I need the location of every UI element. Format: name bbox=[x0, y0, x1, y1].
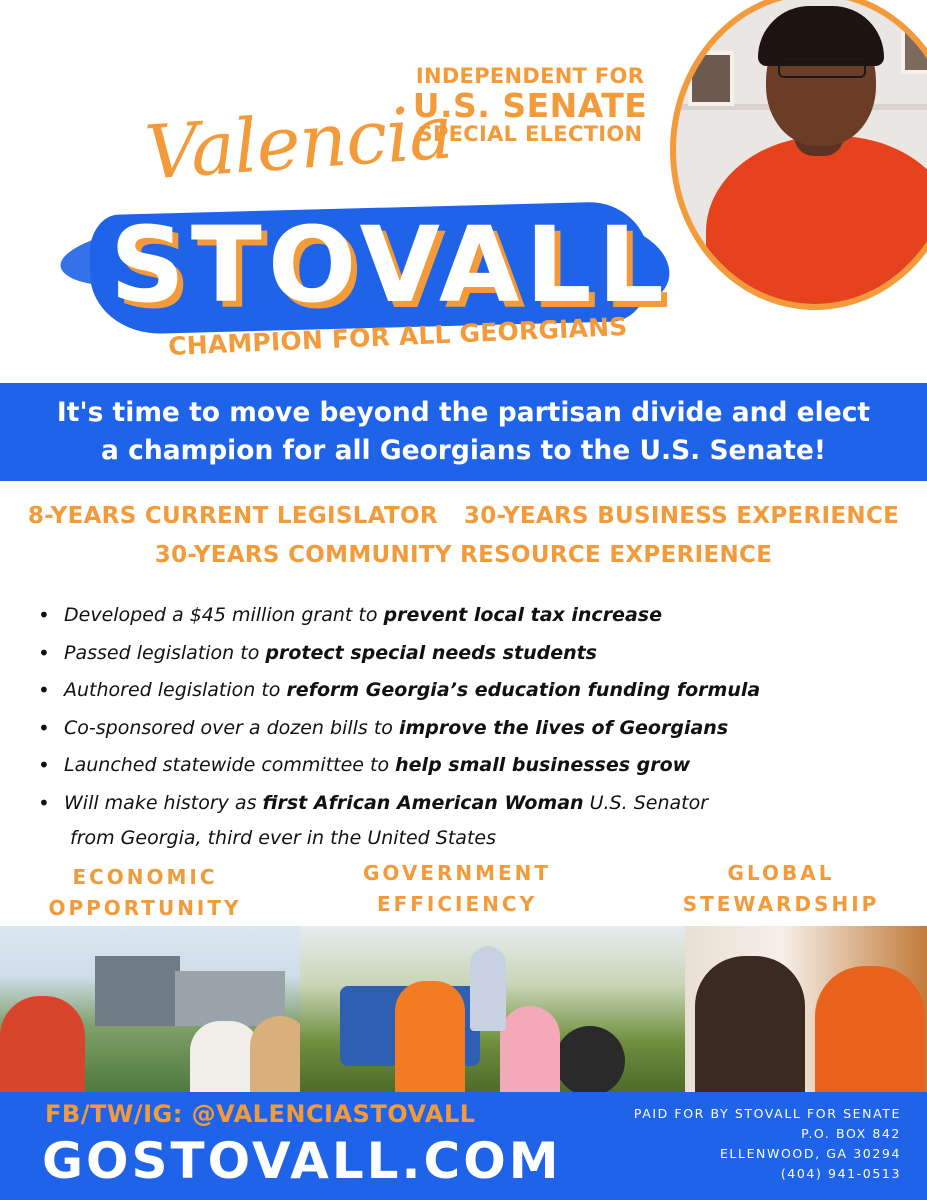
header bbox=[0, 0, 927, 383]
pillar-line: GOVERNMENT bbox=[362, 861, 552, 885]
social-handle: FB/TW/IG: @VALENCIASTOVALL bbox=[45, 1100, 476, 1128]
phone-number: (404) 941-0513 bbox=[780, 1166, 901, 1181]
list-item bbox=[36, 635, 916, 673]
item-text: Will make history as bbox=[64, 791, 263, 814]
item-text: Authored legislation to bbox=[64, 679, 287, 702]
person-shape bbox=[395, 981, 465, 1092]
photo-farm-tractor bbox=[300, 926, 685, 1092]
person-shape bbox=[815, 966, 925, 1092]
pillar-economic-opportunity bbox=[30, 862, 260, 924]
photo-frame-shape bbox=[688, 51, 734, 106]
item-text-after: U.S. Senator bbox=[583, 791, 709, 814]
item-text: Launched statewide committee to bbox=[64, 754, 396, 777]
pillar-line: OPPORTUNITY bbox=[48, 896, 242, 920]
website-url: GOSTOVALL.COM bbox=[42, 1132, 562, 1190]
slogan: CHAMPION FOR ALL GEORGIANS bbox=[167, 311, 629, 362]
photo-conversation bbox=[685, 926, 927, 1092]
banner-line-2: a champion for all Georgians to the U.S. Senate! bbox=[101, 435, 826, 466]
person-shape bbox=[0, 996, 85, 1092]
experience-business: 30-YEARS BUSINESS EXPERIENCE bbox=[463, 503, 900, 529]
item-text: Passed legislation to bbox=[64, 641, 266, 664]
candidate-last-name: STOVALL bbox=[110, 204, 670, 326]
experience-row-2 bbox=[0, 542, 927, 568]
wheel-shape bbox=[555, 1026, 625, 1092]
list-item bbox=[36, 747, 916, 785]
person-shape bbox=[250, 1016, 300, 1092]
item-emphasis: improve the lives of Georgians bbox=[398, 716, 729, 739]
office-line-1: INDEPENDENT FOR bbox=[415, 64, 645, 88]
item-text: Co-sponsored over a dozen bills to bbox=[64, 716, 399, 739]
candidate-first-name: Valencia bbox=[142, 89, 455, 197]
pillar-global-stewardship bbox=[666, 858, 896, 920]
building-shape bbox=[95, 956, 180, 1026]
item-emphasis: first African American Woman bbox=[262, 791, 584, 814]
pillar-line: GLOBAL bbox=[727, 861, 835, 885]
message-banner bbox=[0, 383, 927, 481]
item-emphasis: help small businesses grow bbox=[395, 754, 691, 777]
person-shape bbox=[695, 956, 805, 1092]
pillar-government-efficiency bbox=[342, 858, 572, 920]
address-line-1: P.O. BOX 842 bbox=[801, 1126, 901, 1141]
photo-frame-shape bbox=[901, 26, 927, 74]
banner-line-1: It's time to move beyond the partisan divide and elect bbox=[56, 397, 871, 428]
portrait-hair-shape bbox=[758, 6, 884, 66]
accomplishments-list bbox=[36, 597, 916, 853]
item-text: Developed a $45 million grant to bbox=[64, 604, 384, 626]
experience-legislator: 8-YEARS CURRENT LEGISLATOR bbox=[27, 503, 438, 529]
office-line-3: SPECIAL ELECTION bbox=[417, 122, 643, 146]
item-emphasis: reform Georgia’s education funding formula bbox=[286, 679, 761, 702]
paid-for-disclaimer bbox=[634, 1104, 901, 1184]
list-item bbox=[36, 710, 916, 748]
photo-strip bbox=[0, 926, 927, 1092]
portrait-glasses-shape bbox=[778, 58, 866, 78]
office-line-2: U.S. SENATE bbox=[412, 86, 648, 125]
person-shape bbox=[470, 946, 506, 1031]
list-item bbox=[36, 672, 916, 710]
experience-row-1 bbox=[0, 503, 927, 529]
pillar-line: ECONOMIC bbox=[72, 865, 218, 889]
pillar-line: EFFICIENCY bbox=[376, 892, 538, 916]
item-emphasis: protect special needs students bbox=[265, 641, 597, 664]
list-item bbox=[36, 785, 916, 853]
person-shape bbox=[500, 1006, 560, 1092]
candidate-portrait bbox=[670, 0, 927, 310]
photo-community-park bbox=[0, 926, 300, 1092]
address-line-2: ELLENWOOD, GA 30294 bbox=[719, 1146, 901, 1161]
paid-for-line: PAID FOR BY STOVALL FOR SENATE bbox=[633, 1106, 901, 1121]
list-item bbox=[36, 597, 916, 635]
portrait-body-shape bbox=[706, 136, 927, 310]
item-continuation: from Georgia, third ever in the United States bbox=[70, 826, 496, 849]
experience-community: 30-YEARS COMMUNITY RESOURCE EXPERIENCE bbox=[154, 542, 773, 568]
item-emphasis: prevent local tax increase bbox=[383, 604, 662, 626]
pillar-line: STEWARDSHIP bbox=[682, 892, 880, 916]
